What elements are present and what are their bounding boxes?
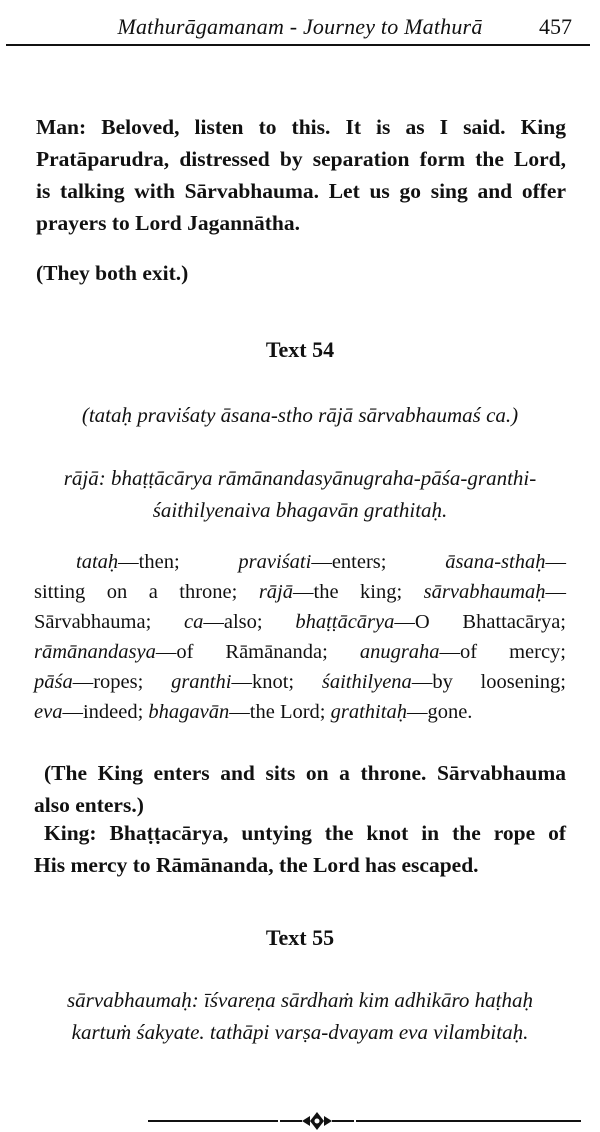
text-line: His mercy to Rāmānanda, the Lord has escaped. xyxy=(34,853,479,877)
translation-line xyxy=(34,577,566,607)
word-for-word-translation xyxy=(34,547,566,727)
sanskrit-term: pāśa xyxy=(34,671,73,693)
gloss-text: —gone. xyxy=(406,701,473,723)
text-line: Pratāparudra, distressed by separation form the Lord, xyxy=(36,147,566,171)
gloss-text: —then; xyxy=(118,551,239,573)
fleuron-ornament-icon xyxy=(280,1110,354,1130)
sanskrit-verse-55 xyxy=(0,984,600,1048)
dialogue-paragraph-man xyxy=(36,111,566,239)
gloss-text: —by loosening; xyxy=(411,671,566,693)
gloss-text: —of Rāmānanda; xyxy=(155,641,360,663)
gloss-text: sitting on a throne; xyxy=(34,581,259,603)
text-55-heading: Text 55 xyxy=(265,925,335,950)
sanskrit-term: bhaṭṭācārya xyxy=(295,611,395,633)
gloss-text: —the Lord; xyxy=(229,701,331,723)
sanskrit-term: praviśati xyxy=(238,551,312,573)
ornament-rule-right xyxy=(356,1120,581,1122)
text-line: (The King enters and sits on a throne. Sārvabhauma xyxy=(44,761,566,785)
sanskrit-verse-54 xyxy=(0,462,600,526)
stage-direction-exit xyxy=(36,257,566,289)
dialogue-paragraph-king xyxy=(44,817,566,849)
text-54-heading: Text 54 xyxy=(265,337,335,362)
gloss-text: Sārvabhauma; xyxy=(34,611,184,633)
sanskrit-term: rāmānandasya xyxy=(34,641,156,663)
text-line: Man: Beloved, listen to this. It is as I said. King xyxy=(36,115,566,139)
translation-line xyxy=(34,667,566,697)
sanskrit-stage-direction xyxy=(0,399,600,431)
translation-line xyxy=(34,547,566,577)
header-rule xyxy=(6,44,590,46)
text-line: (tataḥ praviśaty āsana-stho rājā sārvabhaumaś ca.) xyxy=(81,403,519,427)
page-number: 457 xyxy=(539,14,572,39)
sanskrit-term: āsana-sthaḥ xyxy=(445,551,546,573)
footer-ornament xyxy=(0,1110,600,1130)
sanskrit-term: sārvabhaumaḥ xyxy=(423,581,546,603)
text-line: also enters.) xyxy=(34,793,144,817)
translation-line xyxy=(34,697,566,727)
gloss-text: —knot; xyxy=(231,671,322,693)
sanskrit-term: rājā xyxy=(258,581,293,603)
gloss-text: —also; xyxy=(203,611,296,633)
text-line: sārvabhaumaḥ: īśvareṇa sārdhaṁ kim adhikāro haṭhaḥ xyxy=(66,988,534,1012)
gloss-text: —ropes; xyxy=(72,671,172,693)
text-line: King: Bhaṭṭacārya, untying the knot in the rope of xyxy=(44,821,566,845)
sanskrit-term: eva xyxy=(34,701,63,723)
text-line: (They both exit.) xyxy=(36,261,189,285)
gloss-text: — xyxy=(545,551,566,573)
ornament-rule-left xyxy=(148,1120,278,1122)
text-line: prayers to Lord Jagannātha. xyxy=(36,211,300,235)
gloss-text: —enters; xyxy=(311,551,446,573)
gloss-text: —indeed; xyxy=(62,701,149,723)
translation-line xyxy=(34,607,566,637)
sanskrit-term: śaithilyena xyxy=(321,671,412,693)
sanskrit-term: anugraha xyxy=(359,641,440,663)
text-line: kartuṁ śakyate. tathāpi varṣa-dvayam eva vilambitaḥ. xyxy=(71,1020,529,1044)
gloss-text: — xyxy=(545,581,566,603)
stage-direction-king-enters xyxy=(44,757,566,789)
sanskrit-term: tataḥ xyxy=(76,551,119,573)
running-title: Mathurāgamanam - Journey to Mathurā xyxy=(117,14,483,39)
sanskrit-term: grathitaḥ xyxy=(330,701,407,723)
text-line: śaithilyenaiva bhagavān grathitaḥ. xyxy=(152,498,448,522)
text-line: rājā: bhaṭṭācārya rāmānandasyānugraha-pāśa-granthi- xyxy=(63,466,537,490)
translation-line xyxy=(34,637,566,667)
sanskrit-term: bhagavān xyxy=(148,701,230,723)
sanskrit-term: granthi xyxy=(171,671,232,693)
page-header xyxy=(0,0,600,50)
sanskrit-term: ca xyxy=(184,611,204,633)
text-line: is talking with Sārvabhauma. Let us go sing and offer xyxy=(36,179,566,203)
gloss-text: —of mercy; xyxy=(439,641,566,663)
gloss-text: —the king; xyxy=(293,581,424,603)
dialogue-paragraph-king-cont xyxy=(34,849,566,881)
gloss-text: —O Bhattacārya; xyxy=(394,611,567,633)
